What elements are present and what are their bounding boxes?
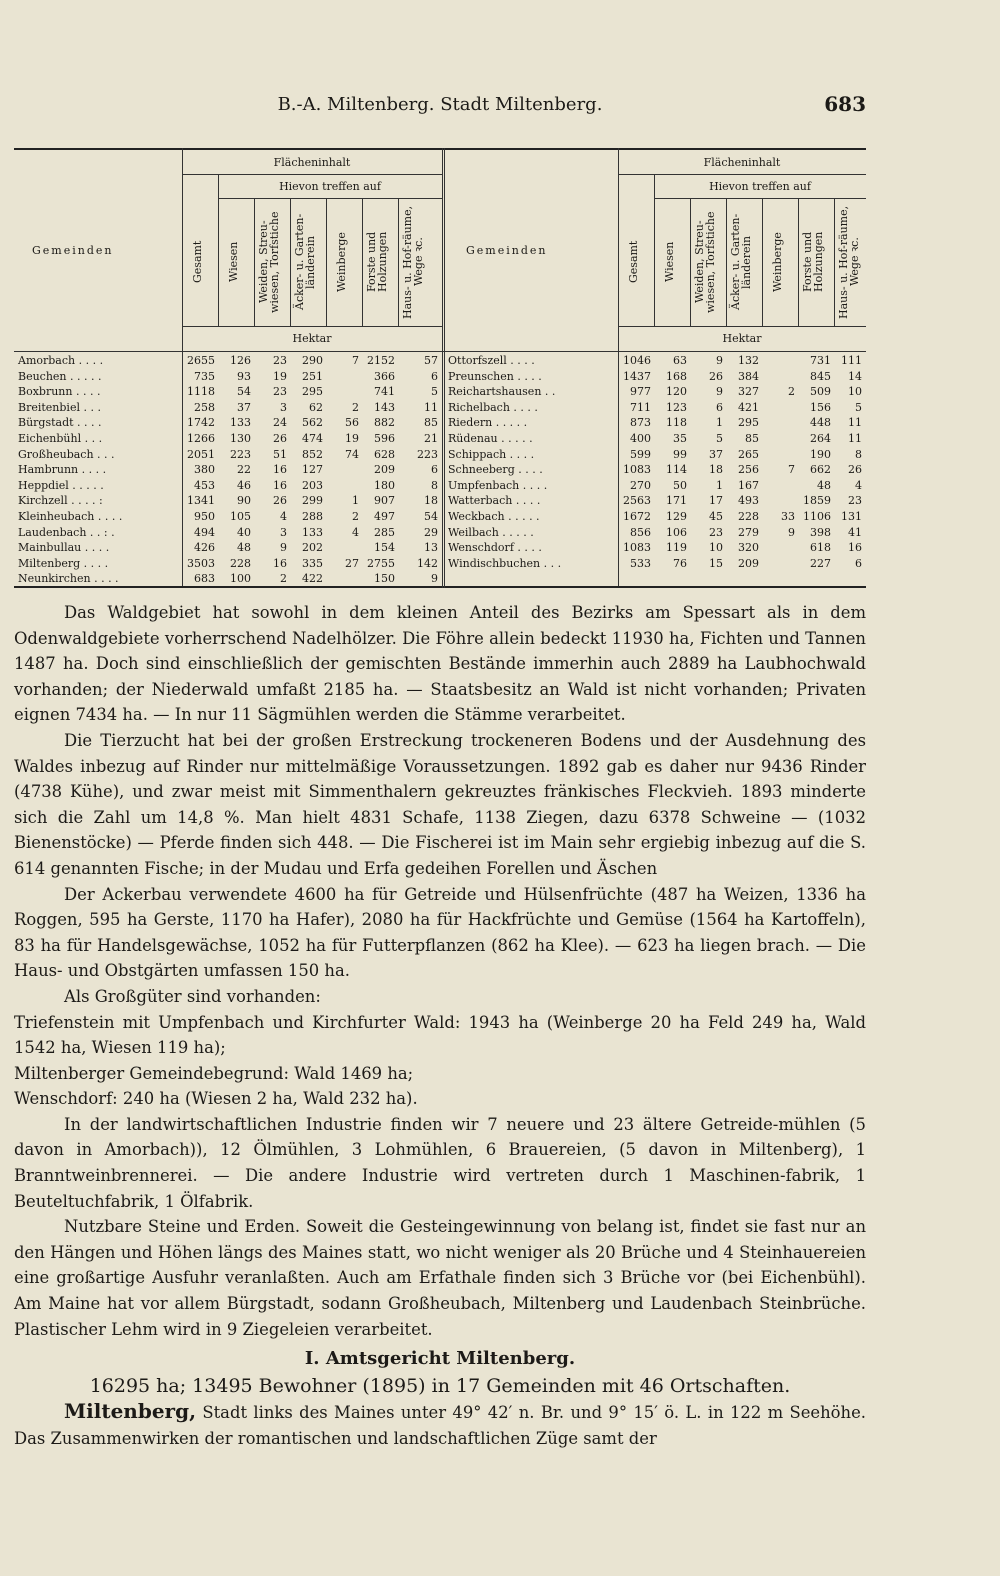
col-acker-right: Äcker- u. Garten-länderein	[729, 213, 753, 311]
row-cell: 26	[848, 463, 862, 477]
row-cell: 4	[352, 525, 359, 539]
row-cell: 448	[810, 416, 831, 430]
row-cell: 11	[848, 431, 862, 445]
table-row	[444, 462, 866, 478]
entry-lead-miltenberg: Miltenberg,	[64, 1399, 197, 1424]
row-cell: 735	[194, 369, 215, 383]
row-name: Hambrunn . . . .	[18, 463, 107, 477]
row-cell: 223	[417, 447, 438, 461]
row-cell: 17	[709, 494, 723, 508]
col-wiesen-right: Wiesen	[663, 241, 676, 283]
row-cell: 123	[666, 400, 687, 414]
row-name: Watterbach . . . .	[448, 494, 541, 508]
row-cell: 45	[709, 509, 723, 523]
row-cell: 422	[302, 572, 323, 586]
row-cell: 852	[302, 447, 323, 461]
table-row	[444, 493, 866, 509]
paragraph-wenschdorf: Wenschdorf: 240 ha (Wiesen 2 ha, Wald 232 ha).	[14, 1089, 418, 1109]
row-cell: 2	[352, 509, 359, 523]
row-name: Weckbach . . . . .	[448, 509, 540, 523]
running-title: B.-A. Miltenberg. Stadt Miltenberg.	[277, 94, 603, 115]
table-row	[14, 447, 442, 463]
header-gemeinden-right: Gemeinden	[466, 244, 548, 257]
row-cell: 62	[309, 400, 323, 414]
row-cell: 106	[666, 525, 687, 539]
row-cell: 533	[630, 556, 651, 570]
col-weiden-right: Weiden, Streu-wiesen, Torfstiche	[693, 211, 717, 313]
row-cell: 127	[302, 463, 323, 477]
header-hievon-right: Hievon treffen auf	[709, 180, 811, 193]
row-cell: 299	[302, 494, 323, 508]
row-cell: 683	[194, 572, 215, 586]
table-row	[444, 384, 866, 400]
row-name: Weilbach . . . . .	[448, 525, 534, 539]
row-name: Boxbrunn . . . .	[18, 385, 101, 399]
running-header	[14, 88, 866, 122]
col-wiesen: Wiesen	[227, 241, 240, 283]
row-cell: 114	[666, 463, 687, 477]
row-cell: 2655	[187, 354, 215, 367]
row-cell: 562	[302, 416, 323, 430]
row-cell: 51	[273, 447, 287, 461]
paragraph-wald: Das Waldgebiet hat sowohl in dem kleinen Anteil des Bezirks am Spessart als in dem Odenwaldgebiete vorherrschend Nadelhölzer. Die Föhre allein bedeckt 11930 ha, Fichten und Tannen 1487 ha. Doch sind einschließlich der gemischten Bestände immerhin auch 2889 ha Laubhochwald vorhanden; der Niederwald umfaßt 2185 ha. — Staatsbesitz an Wald ist nicht vorhanden; Privaten eignen 7434 ha. — In nur 11 Sägmühlen werden die Stämme verarbeitet.	[14, 603, 866, 725]
row-name: Riedern . . . . .	[448, 416, 528, 430]
row-cell: 143	[374, 400, 395, 414]
row-name: Rüdenau . . . . .	[448, 431, 533, 445]
row-cell: 22	[237, 463, 251, 477]
row-cell: 5	[855, 400, 862, 414]
row-cell: 118	[666, 416, 687, 430]
row-cell: 10	[709, 541, 723, 555]
table-row	[444, 509, 866, 525]
row-cell: 256	[738, 463, 759, 477]
row-cell: 27	[345, 556, 359, 570]
row-cell: 295	[738, 416, 759, 430]
row-cell: 426	[194, 541, 215, 555]
table-row	[444, 369, 866, 385]
row-cell: 731	[810, 354, 831, 367]
row-cell: 327	[738, 385, 759, 399]
table-row	[14, 493, 442, 509]
row-name: Heppdiel . . . . .	[18, 478, 104, 492]
table-row	[14, 525, 442, 541]
row-cell: 1	[716, 478, 723, 492]
col-gesamt: Gesamt	[191, 240, 204, 284]
table-row	[14, 369, 442, 385]
row-cell: 497	[374, 509, 395, 523]
row-cell: 171	[666, 494, 687, 508]
table-row	[14, 540, 442, 556]
row-cell: 129	[666, 509, 687, 523]
paragraph-triefenstein: Triefenstein mit Umpfenbach und Kirchfurter Wald: 1943 ha (Weinberge 20 ha Feld 249 ha, Wald 1542 ha, Wiesen 119 ha);	[14, 1012, 866, 1058]
row-cell: 596	[374, 431, 395, 445]
table-left-rows	[14, 353, 442, 587]
paragraph-gemeindebegrund: Miltenberger Gemeindebegrund: Wald 1469 ha;	[14, 1063, 414, 1083]
row-cell: 279	[738, 525, 759, 539]
row-cell: 1083	[623, 541, 651, 555]
row-cell: 35	[673, 431, 687, 445]
row-cell: 2	[352, 400, 359, 414]
paragraph-tierzucht: Die Tierzucht hat bei der großen Erstreckung trockeneren Bodens und der Ausdehnung des Waldes inbezug auf Rinder nur mittelmäßige Voraussetzungen. 1892 gab es daher nur 9436 Rinder (4738 Kühe), und zwar meist mit Simmenthalern gekreuztes fränkisches Fleckvieh. 1893 minderte sich die Zahl um 14,8 %. Man hielt 4831 Schafe, 1138 Ziegen, dazu 6378 Schweine — (1032 Bienenstöcke) — Pferde finden sich 448. — Die Fischerei ist im Main sehr ergiebig inbezug auf die S. 614 genannten Fische; in der Mudau und Erfa gedeihen Forellen und Äschen	[14, 730, 866, 878]
row-cell: 453	[194, 478, 215, 492]
row-cell: 180	[374, 478, 395, 492]
row-name: Schneeberg . . . .	[448, 463, 543, 477]
row-cell: 40	[237, 525, 251, 539]
row-cell: 856	[630, 525, 651, 539]
row-cell: 85	[424, 416, 438, 430]
paragraph-miltenberg: Stadt links des Maines unter 49° 42′ n. Br. und 9° 15′ ö. L. in 122 m Seehöhe. Das Zusammenwirken der romantischen und landschaftlichen Züge samt der	[14, 1403, 866, 1448]
row-cell: 950	[194, 509, 215, 523]
row-cell: 48	[817, 478, 831, 492]
row-cell: 6	[431, 463, 438, 477]
col-haus: Haus- u. Hof-räume, Wege ꝛc.	[401, 205, 425, 319]
row-cell: 3503	[187, 556, 215, 570]
row-cell: 264	[810, 431, 831, 445]
table-row	[444, 447, 866, 463]
header-hievon: Hievon treffen auf	[279, 180, 381, 193]
row-cell: 6	[431, 369, 438, 383]
col-weinberge: Weinberge	[335, 232, 348, 292]
row-cell: 203	[302, 478, 323, 492]
body-text	[14, 600, 866, 1452]
row-name: Reichartshausen . .	[448, 385, 556, 399]
row-cell: 26	[273, 494, 287, 508]
header-hektar-right: Hektar	[722, 332, 762, 345]
row-cell: 290	[302, 354, 323, 367]
row-cell: 48	[237, 541, 251, 555]
row-cell: 37	[237, 400, 251, 414]
row-cell: 1106	[803, 509, 831, 523]
row-cell: 421	[738, 400, 759, 414]
col-weiden: Weiden, Streu-wiesen, Torfstiche	[257, 211, 281, 313]
row-cell: 3	[280, 400, 287, 414]
row-cell: 320	[738, 541, 759, 555]
table-row	[14, 478, 442, 494]
row-name: Preunschen . . . .	[448, 369, 542, 383]
section-summary: 16295 ha; 13495 Bewohner (1895) in 17 Gemeinden mit 46 Ortschaften.	[89, 1374, 791, 1397]
row-cell: 46	[237, 478, 251, 492]
row-name: Eichenbühl . . .	[18, 431, 103, 445]
row-cell: 1341	[187, 494, 215, 508]
row-cell: 384	[738, 369, 759, 383]
row-cell: 9	[280, 541, 287, 555]
table-row	[14, 384, 442, 400]
row-cell: 63	[673, 354, 687, 367]
row-cell: 474	[302, 431, 323, 445]
row-cell: 54	[424, 509, 438, 523]
row-name: Amorbach . . . .	[18, 354, 104, 367]
row-cell: 493	[738, 494, 759, 508]
row-cell: 8	[431, 478, 438, 492]
row-cell: 100	[230, 572, 251, 586]
paragraph-grossgueter-intro: Als Großgüter sind vorhanden:	[64, 986, 321, 1006]
row-cell: 19	[345, 431, 359, 445]
row-name: Mainbullau . . . .	[18, 541, 110, 555]
row-cell: 3	[280, 525, 287, 539]
row-cell: 119	[666, 541, 687, 555]
table-right-rows	[444, 353, 866, 571]
row-cell: 14	[848, 369, 862, 383]
row-cell: 156	[810, 400, 831, 414]
row-cell: 1742	[187, 416, 215, 430]
row-cell: 167	[738, 478, 759, 492]
row-cell: 133	[302, 525, 323, 539]
row-cell: 741	[374, 385, 395, 399]
row-cell: 126	[230, 354, 251, 367]
table-row	[14, 509, 442, 525]
row-cell: 9	[716, 385, 723, 399]
paragraph-ackerbau: Der Ackerbau verwendete 4600 ha für Getreide und Hülsenfrüchte (487 ha Weizen, 1336 ha Roggen, 595 ha Gerste, 1170 ha Hafer), 2080 ha für Hackfrüchte und Gemüse (1564 ha Kartoffeln), 83 ha für Handelsgewächse, 1052 ha für Futterpflanzen (862 ha Klee). — 623 ha liegen brach. — Die Haus- und Obstgärten umfassen 150 ha.	[14, 884, 866, 981]
row-cell: 56	[345, 416, 359, 430]
row-cell: 21	[424, 431, 438, 445]
table-row	[444, 525, 866, 541]
row-name: Kirchzell . . . . :	[18, 494, 103, 508]
row-cell: 23	[848, 494, 862, 508]
row-cell: 23	[273, 385, 287, 399]
row-cell: 4	[280, 509, 287, 523]
row-cell: 85	[745, 431, 759, 445]
row-name: Schippach . . . .	[448, 447, 535, 461]
table-row	[14, 431, 442, 447]
row-cell: 111	[841, 354, 862, 367]
area-table	[14, 148, 866, 588]
row-cell: 16	[273, 463, 287, 477]
col-haus-right: Haus- u. Hof-räume, Wege ꝛc.	[837, 205, 861, 319]
row-cell: 10	[848, 385, 862, 399]
header-hektar: Hektar	[292, 332, 332, 345]
col-acker: Äcker- u. Garten-länderein	[293, 213, 317, 311]
row-cell: 90	[237, 494, 251, 508]
row-cell: 16	[273, 478, 287, 492]
row-cell: 366	[374, 369, 395, 383]
row-cell: 29	[424, 525, 438, 539]
row-cell: 7	[352, 354, 359, 367]
row-cell: 133	[230, 416, 251, 430]
row-cell: 74	[345, 447, 359, 461]
row-cell: 209	[738, 556, 759, 570]
row-cell: 9	[431, 572, 438, 586]
row-cell: 19	[273, 369, 287, 383]
paragraph-steine: Nutzbare Steine und Erden. Soweit die Gesteingewinnung von belang ist, findet sie fast nur an den Hängen und Höhen längs des Maines statt, wo nicht weniger als 20 Brüche und 4 Steinhauereien eine großartige Ausfuhr veranlaßten. Auch am Erfathale finden sich 3 Brüche vor (bei Eichenbühl). Am Maine hat vor allem Bürgstadt, sodann Großheubach, Miltenberg und Laudenbach Steinbrüche. Plastischer Lehm wird in 9 Ziegeleien verarbeitet.	[14, 1217, 866, 1339]
row-cell: 50	[673, 478, 687, 492]
row-cell: 711	[630, 400, 651, 414]
row-cell: 7	[788, 463, 795, 477]
row-cell: 33	[781, 509, 795, 523]
table-row	[14, 400, 442, 416]
table-row	[444, 431, 866, 447]
row-cell: 24	[273, 416, 287, 430]
row-cell: 265	[738, 447, 759, 461]
row-cell: 190	[810, 447, 831, 461]
row-cell: 509	[810, 385, 831, 399]
row-cell: 335	[302, 556, 323, 570]
row-cell: 6	[855, 556, 862, 570]
row-cell: 295	[302, 385, 323, 399]
table-row	[444, 478, 866, 494]
row-cell: 228	[230, 556, 251, 570]
row-cell: 494	[194, 525, 215, 539]
row-cell: 23	[709, 525, 723, 539]
row-cell: 130	[230, 431, 251, 445]
row-cell: 1083	[623, 463, 651, 477]
row-cell: 618	[810, 541, 831, 555]
row-cell: 1672	[623, 509, 651, 523]
table-row	[14, 462, 442, 478]
row-cell: 202	[302, 541, 323, 555]
row-cell: 2051	[187, 447, 215, 461]
row-name: Beuchen . . . . .	[18, 369, 102, 383]
row-cell: 380	[194, 463, 215, 477]
row-cell: 54	[237, 385, 251, 399]
row-cell: 150	[374, 572, 395, 586]
row-cell: 228	[738, 509, 759, 523]
row-cell: 5	[716, 431, 723, 445]
row-cell: 209	[374, 463, 395, 477]
table-row	[14, 353, 442, 369]
row-cell: 18	[424, 494, 438, 508]
row-cell: 6	[716, 400, 723, 414]
row-name: Laudenbach . . : .	[18, 525, 115, 539]
row-cell: 37	[709, 447, 723, 461]
row-cell: 907	[374, 494, 395, 508]
row-cell: 1118	[187, 385, 215, 399]
table-row	[14, 415, 442, 431]
row-cell: 2	[788, 385, 795, 399]
row-cell: 227	[810, 556, 831, 570]
table-right-half	[444, 148, 866, 588]
row-cell: 16	[848, 541, 862, 555]
row-cell: 2563	[623, 494, 651, 508]
row-cell: 398	[810, 525, 831, 539]
row-name: Breitenbiel . . .	[18, 400, 101, 414]
row-cell: 1	[352, 494, 359, 508]
row-name: Windischbuchen . . .	[448, 556, 562, 570]
row-cell: 120	[666, 385, 687, 399]
row-cell: 662	[810, 463, 831, 477]
table-row	[444, 556, 866, 572]
row-cell: 11	[424, 400, 438, 414]
table-left-half	[14, 148, 442, 588]
row-cell: 223	[230, 447, 251, 461]
row-cell: 26	[273, 431, 287, 445]
header-gemeinden: Gemeinden	[32, 244, 114, 257]
row-cell: 977	[630, 385, 651, 399]
row-cell: 15	[709, 556, 723, 570]
table-row	[444, 415, 866, 431]
table-row	[444, 353, 866, 369]
row-cell: 4	[855, 478, 862, 492]
row-name: Wenschdorf . . . .	[448, 541, 542, 555]
row-cell: 99	[673, 447, 687, 461]
row-cell: 1046	[623, 354, 651, 367]
row-cell: 132	[738, 354, 759, 367]
header-flaeche: Flächeninhalt	[273, 156, 351, 169]
col-gesamt-right: Gesamt	[627, 240, 640, 284]
row-cell: 154	[374, 541, 395, 555]
row-cell: 2	[280, 572, 287, 586]
row-cell: 16	[273, 556, 287, 570]
row-cell: 288	[302, 509, 323, 523]
col-weinberge-right: Weinberge	[771, 232, 784, 292]
row-cell: 41	[848, 525, 862, 539]
row-cell: 599	[630, 447, 651, 461]
row-cell: 9	[788, 525, 795, 539]
row-cell: 93	[237, 369, 251, 383]
table-row	[444, 400, 866, 416]
row-cell: 11	[848, 416, 862, 430]
row-cell: 2152	[367, 354, 395, 367]
row-cell: 258	[194, 400, 215, 414]
row-cell: 142	[417, 556, 438, 570]
row-cell: 400	[630, 431, 651, 445]
page-number: 683	[824, 92, 866, 116]
row-cell: 23	[273, 354, 287, 367]
row-cell: 26	[709, 369, 723, 383]
row-name: Bürgstadt . . . .	[18, 416, 102, 430]
table-row	[444, 540, 866, 556]
row-name: Großheubach . . .	[18, 447, 115, 461]
header-flaeche-right: Flächeninhalt	[703, 156, 781, 169]
row-cell: 882	[374, 416, 395, 430]
row-cell: 251	[302, 369, 323, 383]
row-name: Miltenberg . . . .	[18, 556, 109, 570]
paragraph-industrie: In der landwirtschaftlichen Industrie finden wir 7 neuere und 23 ältere Getreide-mühlen (5 davon in Amorbach)), 12 Ölmühlen, 3 Lohmühlen, 6 Brauereien, (5 davon in Miltenberg), 1 Branntweinbrennerei. — Die andere Industrie wird vertreten durch 1 Maschinen-fabrik, 1 Beuteltuchfabrik, 1 Ölfabrik.	[14, 1114, 866, 1211]
row-name: Umpfenbach . . . .	[448, 478, 548, 492]
table-row	[14, 571, 442, 587]
row-cell: 2755	[367, 556, 395, 570]
row-cell: 57	[424, 354, 438, 367]
row-cell: 9	[716, 354, 723, 367]
row-cell: 131	[841, 509, 862, 523]
table-row	[14, 556, 442, 572]
row-cell: 628	[374, 447, 395, 461]
row-cell: 1266	[187, 431, 215, 445]
row-cell: 168	[666, 369, 687, 383]
row-cell: 105	[230, 509, 251, 523]
row-name: Neunkirchen . . . .	[18, 572, 119, 586]
col-forste: Forste und Holzungen	[365, 231, 389, 293]
row-cell: 845	[810, 369, 831, 383]
row-cell: 1437	[623, 369, 651, 383]
row-cell: 270	[630, 478, 651, 492]
row-cell: 1859	[803, 494, 831, 508]
row-cell: 18	[709, 463, 723, 477]
section-title: I. Amtsgericht Miltenberg.	[304, 1348, 576, 1370]
row-name: Ottorfszell . . . .	[448, 354, 535, 367]
row-name: Richelbach . . . .	[448, 400, 538, 414]
row-cell: 5	[431, 385, 438, 399]
row-cell: 13	[424, 541, 438, 555]
row-cell: 873	[630, 416, 651, 430]
col-forste-right: Forste und Holzungen	[801, 231, 825, 293]
row-name: Kleinheubach . . . .	[18, 509, 123, 523]
row-cell: 8	[855, 447, 862, 461]
row-cell: 285	[374, 525, 395, 539]
row-cell: 1	[716, 416, 723, 430]
row-cell: 76	[673, 556, 687, 570]
